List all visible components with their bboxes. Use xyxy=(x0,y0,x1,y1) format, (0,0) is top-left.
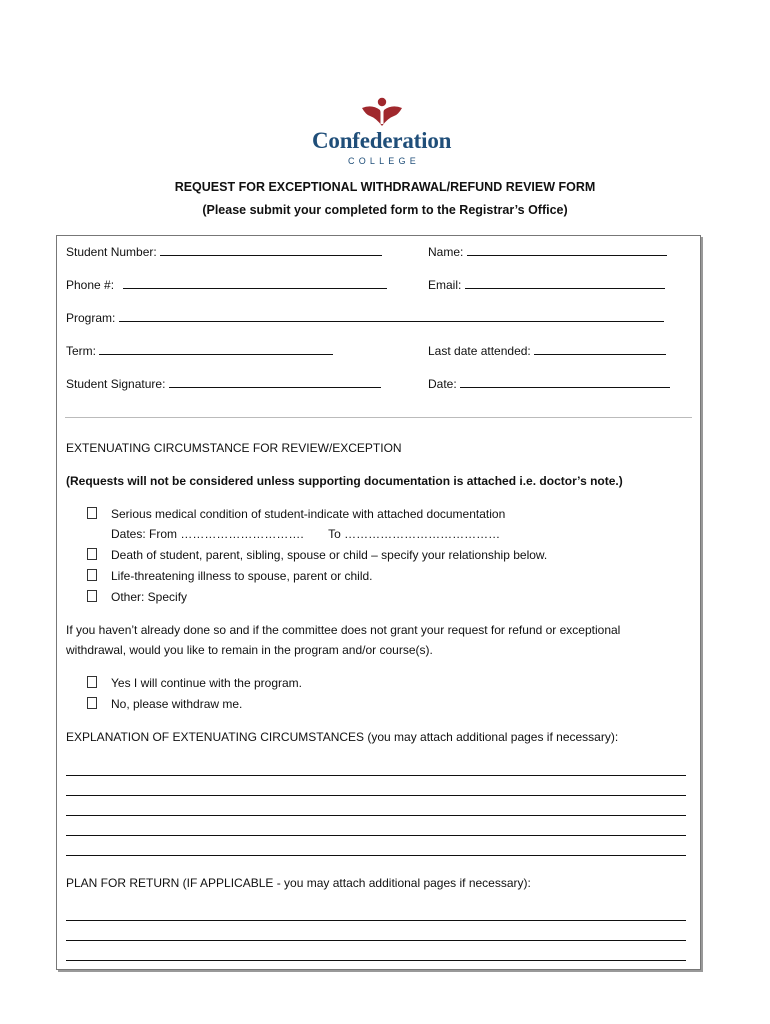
email-label: Email: xyxy=(428,278,462,292)
student-number-input-line[interactable] xyxy=(160,244,382,256)
dates-from-label: Dates: From …………………………. xyxy=(111,527,304,541)
college-logo xyxy=(300,96,470,170)
section-divider xyxy=(65,417,692,418)
checkbox-icon[interactable] xyxy=(87,507,97,519)
logo-emblem-icon xyxy=(360,96,404,128)
student-number-label: Student Number: xyxy=(66,245,157,259)
dates-line xyxy=(111,527,500,541)
option-death[interactable] xyxy=(87,548,547,562)
option-withdraw[interactable] xyxy=(87,697,242,711)
checkbox-icon[interactable] xyxy=(87,676,97,688)
signature-input-line[interactable] xyxy=(169,376,381,388)
plan-line[interactable] xyxy=(66,920,686,921)
plan-line[interactable] xyxy=(66,960,686,961)
form-subtitle: (Please submit your completed form to the Registrar’s Office) xyxy=(202,203,568,217)
form-title: REQUEST FOR EXCEPTIONAL WITHDRAWAL/REFUND REVIEW FORM xyxy=(174,180,596,194)
checkbox-icon[interactable] xyxy=(87,697,97,709)
email-input-line[interactable] xyxy=(465,277,665,289)
email-field[interactable] xyxy=(428,277,665,292)
last-date-input-line[interactable] xyxy=(534,343,666,355)
explanation-line[interactable] xyxy=(66,855,686,856)
last-date-field[interactable] xyxy=(428,343,666,358)
phone-label: Phone #: xyxy=(66,278,115,292)
option-continue[interactable] xyxy=(87,676,302,690)
student-number-field[interactable] xyxy=(66,244,382,259)
term-input-line[interactable] xyxy=(99,343,333,355)
remain-question-line1: If you haven’t already done so and if the committee does not grant your request for refund or exceptional xyxy=(66,623,621,637)
option-medical[interactable] xyxy=(87,507,505,521)
program-label: Program: xyxy=(66,311,116,325)
date-input-line[interactable] xyxy=(460,376,670,388)
program-field[interactable] xyxy=(66,310,664,325)
phone-input-line[interactable] xyxy=(123,277,387,289)
option-withdraw-label: No, please withdraw me. xyxy=(111,697,243,711)
option-illness[interactable] xyxy=(87,569,373,583)
explanation-heading: EXPLANATION OF EXTENUATING CIRCUMSTANCES (you may attach additional pages if necessary): xyxy=(66,730,619,744)
signature-field[interactable] xyxy=(66,376,381,391)
plan-line[interactable] xyxy=(66,940,686,941)
dates-to-label: To ………………………………… xyxy=(328,527,501,541)
program-input-line[interactable] xyxy=(119,310,664,322)
logo-subtext: COLLEGE xyxy=(348,156,420,166)
option-illness-label: Life-threatening illness to spouse, parent or child. xyxy=(111,569,373,583)
plan-heading: PLAN FOR RETURN (IF APPLICABLE - you may attach additional pages if necessary): xyxy=(66,876,531,890)
checkbox-icon[interactable] xyxy=(87,569,97,581)
documentation-note: (Requests will not be considered unless supporting documentation is attached i.e. doctor’s note.) xyxy=(66,474,623,488)
option-other-label: Other: Specify xyxy=(111,590,188,604)
explanation-line[interactable] xyxy=(66,775,686,776)
date-field[interactable] xyxy=(428,376,670,391)
name-field[interactable] xyxy=(428,244,667,259)
term-label: Term: xyxy=(66,344,96,358)
name-label: Name: xyxy=(428,245,464,259)
term-field[interactable] xyxy=(66,343,333,358)
remain-question-line2: withdrawal, would you like to remain in the program and/or course(s). xyxy=(66,643,433,657)
last-date-label: Last date attended: xyxy=(428,344,531,358)
explanation-line[interactable] xyxy=(66,835,686,836)
checkbox-icon[interactable] xyxy=(87,590,97,602)
form-box xyxy=(56,235,701,970)
name-input-line[interactable] xyxy=(467,244,667,256)
option-death-label: Death of student, parent, sibling, spouse or child – specify your relationship below. xyxy=(111,548,548,562)
option-other[interactable] xyxy=(87,590,187,604)
signature-label: Student Signature: xyxy=(66,377,166,391)
date-label: Date: xyxy=(428,377,457,391)
logo-wordmark: Confederation xyxy=(312,128,452,153)
option-medical-label: Serious medical condition of student-indicate with attached documentation xyxy=(111,507,506,521)
phone-field[interactable] xyxy=(66,277,387,292)
checkbox-icon[interactable] xyxy=(87,548,97,560)
explanation-line[interactable] xyxy=(66,795,686,796)
explanation-line[interactable] xyxy=(66,815,686,816)
option-continue-label: Yes I will continue with the program. xyxy=(111,676,302,690)
circumstance-heading: EXTENUATING CIRCUMSTANCE FOR REVIEW/EXCEPTION xyxy=(66,441,402,455)
